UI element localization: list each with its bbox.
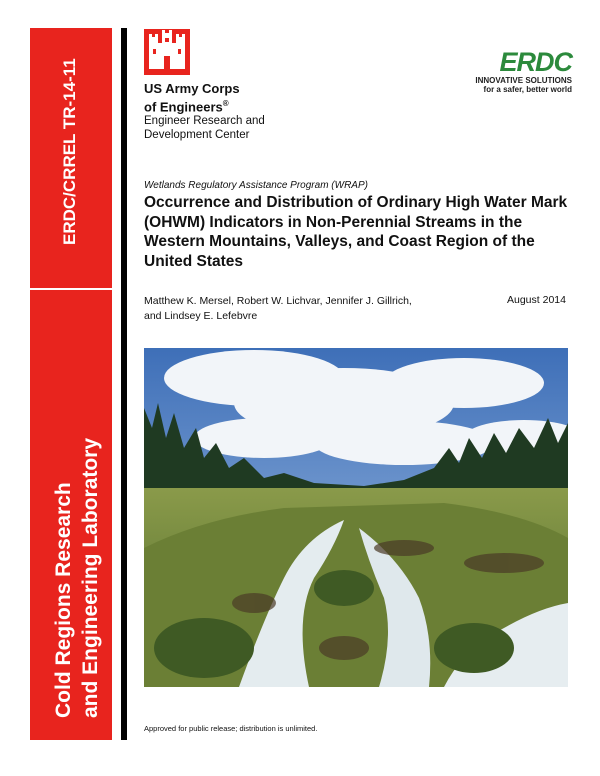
corps-name-text: of Engineers xyxy=(144,99,223,115)
sidebar-divider xyxy=(30,288,112,290)
release-statement: Approved for public release; distribution is unlimited. xyxy=(144,724,318,733)
erdc-sub-line-1: Engineer Research and xyxy=(144,115,265,128)
report-title: Occurrence and Distribution of Ordinary High Water Mark (OHWM) Indicators in Non-Perennial Streams in the Western Mountains, Valleys, and Coast Region of the United States xyxy=(144,194,568,270)
corps-name-line-2 xyxy=(144,96,265,114)
lab-name-line-2: and Engineering Laboratory xyxy=(79,437,102,718)
erdc-sub-line-2: Development Center xyxy=(144,129,250,142)
report-id: ERDC/CRREL TR-14-11 xyxy=(60,58,79,245)
cover-photo xyxy=(144,348,568,687)
program-name: Wetlands Regulatory Assistance Program (WRAP) xyxy=(144,180,368,191)
corps-block xyxy=(144,81,265,142)
authors-line-1: Matthew K. Mersel, Robert W. Lichvar, Jennifer J. Gillrich, xyxy=(144,295,412,307)
authors-line-2: and Lindsey E. Lefebvre xyxy=(144,310,258,322)
erdc-tagline-1: INNOVATIVE SOLUTIONS xyxy=(475,76,572,85)
sidebar-black-rule xyxy=(121,28,127,740)
registered-mark: ® xyxy=(222,99,229,108)
erdc-logo: ERDC xyxy=(499,47,572,77)
castle-icon xyxy=(144,29,190,75)
erdc-tagline-2: for a safer, better world xyxy=(483,85,572,94)
erdc-logo-block xyxy=(460,48,572,94)
authors xyxy=(144,294,412,324)
lab-name-line-1: Cold Regions Research xyxy=(52,482,75,718)
corps-name-line-1: US Army Corps xyxy=(144,81,240,96)
publication-date: August 2014 xyxy=(507,294,566,306)
lab-name xyxy=(50,438,104,718)
